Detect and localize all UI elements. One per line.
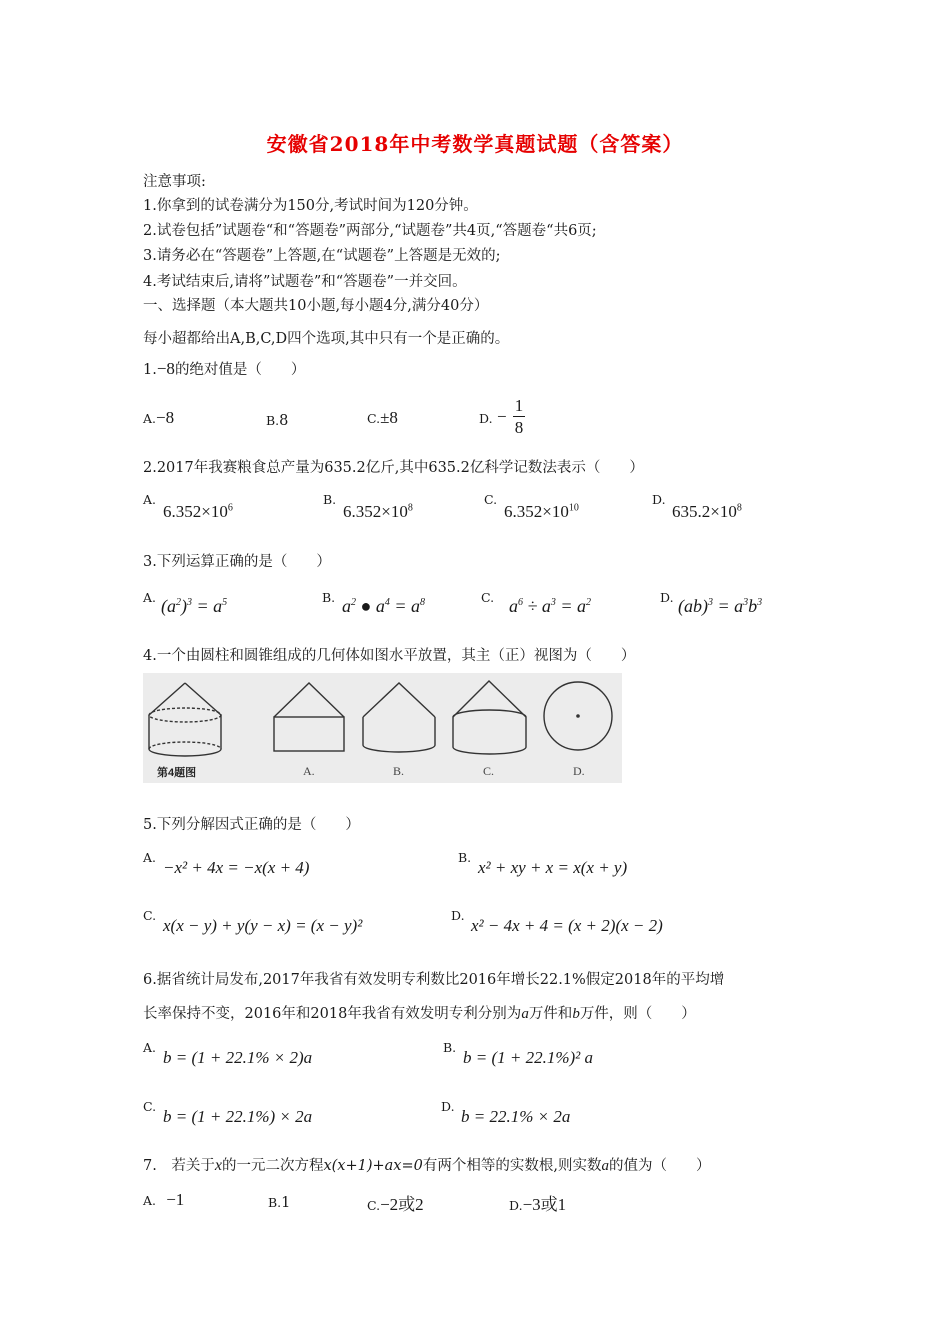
notes-heading: 注意事项: — [143, 174, 206, 190]
q4-figure-drawing — [143, 673, 622, 783]
figure-caption: 第4题图 — [157, 767, 197, 779]
section-intro: 每小超都给出A,B,C,D四个选项,其中只有一个是正确的。 — [143, 331, 510, 347]
q5-stem: 5.下列分解因式正确的是（ ） — [143, 817, 360, 833]
option-a-view — [274, 683, 344, 751]
q3-stem: 3.下列运算正确的是（ ） — [143, 554, 331, 570]
section-heading: 一、选择题（本大题共10小题,每小题4分,满分40分） — [143, 298, 489, 314]
option-b-view — [363, 683, 435, 752]
solid-figure — [149, 683, 221, 756]
q7-stem: 7. 若关于x的一元二次方程x(x+1)+ax=0有两个相等的实数根,则实数a的值为（ ） — [143, 1157, 711, 1174]
q1-option-b: B.8 — [266, 413, 289, 429]
note-item: 3.请务必在“答题卷”上答题,在“试题卷”上答题是无效的; — [143, 248, 501, 264]
option-d-view — [544, 682, 612, 750]
figure-label-a: A. — [303, 764, 315, 778]
note-item: 4.考试结束后,请将”试题卷”和“答题卷”一并交回。 — [143, 274, 467, 290]
figure-label-b: B. — [393, 764, 405, 778]
q7-option-c: C.−2或2 — [367, 1195, 424, 1214]
q1-option-c: C.±8 — [367, 408, 398, 427]
q7-option-a: A. −1 — [143, 1190, 185, 1209]
fraction: 1 8 — [514, 396, 524, 437]
q2-stem: 2.2017年我赛粮食总产量为635.2亿斤,其中635.2亿科学记数法表示（ ） — [143, 460, 644, 476]
q1-stem: 1.−8的绝对值是（ ） — [143, 359, 306, 378]
q6-stem-line1: 6.据省统计局发布,2017年我省有效发明专利数比2016年增长22.1%假定2018年的平均增 — [143, 972, 725, 988]
q6-stem-line2: 长率保持不变，2016年和2018年我省有效发明专利分别为a万件和b万件，则（ ） — [143, 1006, 696, 1022]
q1-stem-math: −8 — [156, 359, 175, 378]
q7-option-d: D.−3或1 — [509, 1195, 567, 1214]
q7-option-b: B.1 — [268, 1195, 291, 1211]
page-title: 安徽省2018年中考数学真题试题（含答案） — [266, 132, 684, 156]
figure-label-d: D. — [573, 764, 585, 778]
q1-option-a: A.−8 — [143, 408, 175, 427]
q4-stem: 4.一个由圆柱和圆锥组成的几何体如图水平放置，其主（正）视图为（ ） — [143, 648, 636, 664]
figure-label-c: C. — [483, 764, 495, 778]
q4-figure — [143, 673, 622, 783]
note-item: 1.你拿到的试卷满分为150分,考试时间为120分钟。 — [143, 198, 478, 214]
note-item: 2.试卷包括”试题卷“和“答题卷”两部分,“试题卷”共4页,“答题卷“共6页; — [143, 223, 597, 239]
option-c-view — [453, 681, 526, 754]
